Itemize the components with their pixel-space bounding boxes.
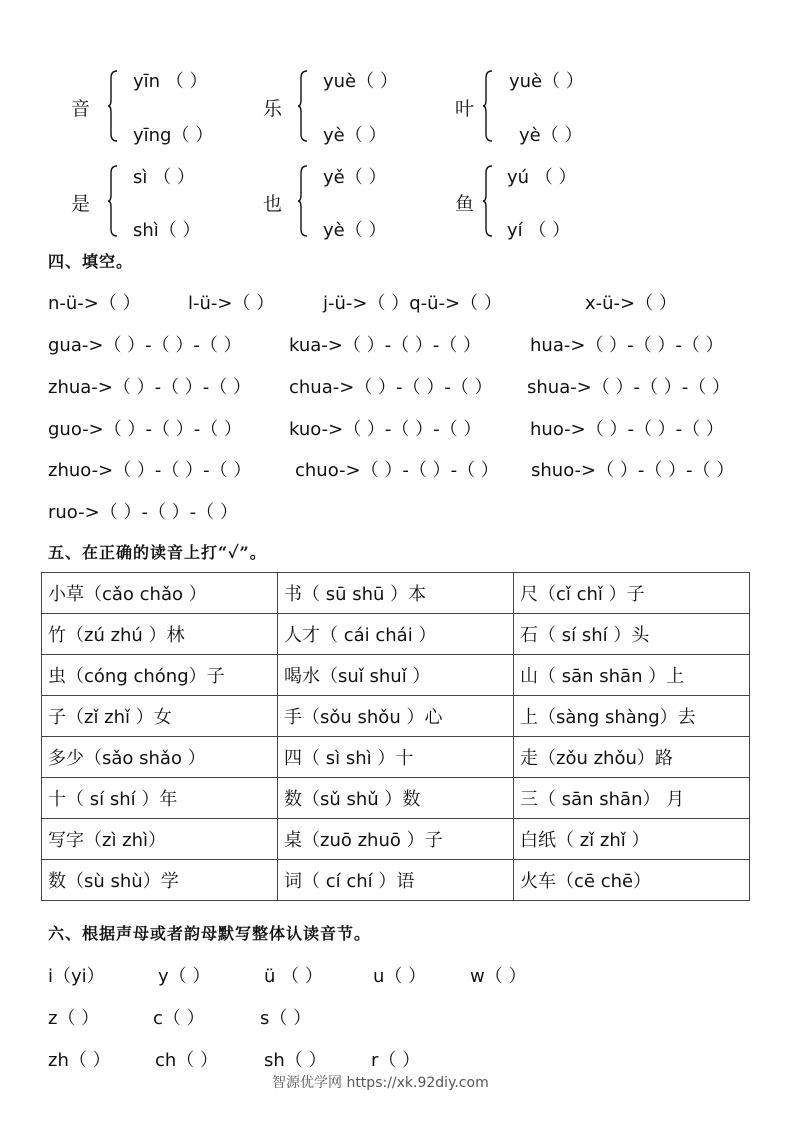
table-cell: 书（ sū shū ）本 (278, 573, 514, 614)
syllable-item: ch（ ） (155, 1050, 219, 1071)
syllable-item: y（ ） (158, 966, 211, 987)
syllable-item: u（ ） (373, 966, 427, 987)
pinyin-option-top: yuè（ ） (323, 71, 398, 92)
syllable-item: sh（ ） (264, 1050, 327, 1071)
fill-item: huo->（ ）-（ ）-（ ） (530, 419, 724, 440)
brace-icon (483, 70, 493, 142)
table-cell: 尺（cǐ chǐ ）子 (514, 573, 750, 614)
table-row (42, 819, 750, 860)
brace-icon (483, 165, 493, 237)
fill-item: shua->（ ）-（ ）-（ ） (527, 377, 730, 398)
table-cell: 走（zǒu zhǒu）路 (514, 737, 750, 778)
section-6-heading: 六、根据声母或者韵母默写整体认读音节。 (48, 924, 372, 943)
footer-watermark: 智源优学网 https://xk.92diy.com (272, 1075, 489, 1091)
pinyin-option-top: yuè（ ） (509, 71, 584, 92)
pinyin-option-bottom: yè（ ） (323, 125, 387, 146)
table-cell: 喝水（suǐ shuǐ ） (278, 655, 514, 696)
fill-item: kuo->（ ）-（ ）-（ ） (289, 419, 482, 440)
pinyin-option-top: sì （ ） (133, 167, 195, 188)
brace-icon (298, 165, 308, 237)
syllable-item: i（yi） (48, 966, 105, 987)
fill-item: ruo->（ ）-（ ）-（ ） (48, 502, 238, 523)
table-cell: 山（ sān shān ）上 (514, 655, 750, 696)
group-char: 也 (263, 193, 283, 215)
table-row (42, 737, 750, 778)
group-char: 叶 (455, 98, 475, 120)
syllable-item: w（ ） (470, 966, 527, 987)
table-row (42, 655, 750, 696)
table-cell: 数（sù shù）学 (42, 860, 278, 901)
group-char: 音 (71, 98, 91, 120)
table-row (42, 860, 750, 901)
table-cell: 词（ cí chí ）语 (278, 860, 514, 901)
table-cell: 火车（cē chē） (514, 860, 750, 901)
table-row (42, 696, 750, 737)
syllable-item: s（ ） (260, 1008, 312, 1029)
brace-icon (108, 70, 118, 142)
table-cell: 虫（cóng chóng）子 (42, 655, 278, 696)
fill-item: x-ü->（ ） (585, 293, 677, 314)
table-row (42, 573, 750, 614)
section-5-heading: 五、在正确的读音上打“✓”。 (48, 543, 267, 562)
pinyin-option-bottom: yè（ ） (519, 125, 583, 146)
pinyin-option-bottom: shì（ ） (133, 220, 201, 241)
table-cell: 手（sǒu shǒu ）心 (278, 696, 514, 737)
pinyin-option-top: yú （ ） (507, 167, 577, 188)
table-cell: 桌（zuō zhuō ）子 (278, 819, 514, 860)
table-row (42, 778, 750, 819)
fill-item: gua->（ ）-（ ）-（ ） (48, 335, 242, 356)
fill-item: chua->（ ）-（ ）-（ ） (289, 377, 493, 398)
fill-item: l-ü->（ ） (188, 293, 275, 314)
pinyin-option-bottom: yè（ ） (323, 220, 387, 241)
syllable-item: z（ ） (48, 1008, 100, 1029)
fill-item: zhua->（ ）-（ ）-（ ） (48, 377, 252, 398)
fill-item: hua->（ ）-（ ）-（ ） (530, 335, 724, 356)
group-char: 是 (71, 193, 91, 215)
table-cell: 石（ sí shí ）头 (514, 614, 750, 655)
fill-item: shuo->（ ）-（ ）-（ ） (531, 460, 735, 481)
table-cell: 三（ sān shān） 月 (514, 778, 750, 819)
pinyin-option-bottom: yí （ ） (507, 220, 571, 241)
pinyin-option-top: yě（ ） (323, 167, 387, 188)
pronunciation-table (41, 572, 750, 901)
syllable-item: zh（ ） (48, 1050, 111, 1071)
table-cell: 小草（cǎo chǎo ） (42, 573, 278, 614)
table-row (42, 614, 750, 655)
table-cell: 竹（zú zhú ）林 (42, 614, 278, 655)
table-cell: 写字（zì zhì） (42, 819, 278, 860)
syllable-item: c（ ） (153, 1008, 205, 1029)
group-char: 乐 (263, 98, 283, 120)
table-cell: 白纸（ zǐ zhǐ ） (514, 819, 750, 860)
fill-item: j-ü->（ ）q-ü->（ ） (323, 293, 502, 314)
fill-item: guo->（ ）-（ ）-（ ） (48, 419, 242, 440)
syllable-item: r（ ） (371, 1050, 421, 1071)
table-cell: 十（ sí shí ）年 (42, 778, 278, 819)
pinyin-option-bottom: yīng（ ） (133, 125, 214, 146)
table-cell: 上（sàng shàng）去 (514, 696, 750, 737)
fill-item: n-ü->（ ） (48, 293, 141, 314)
fill-item: zhuo->（ ）-（ ）-（ ） (48, 460, 252, 481)
group-char: 鱼 (455, 193, 475, 215)
pinyin-option-top: yīn （ ） (133, 71, 208, 92)
brace-icon (108, 165, 118, 237)
table-cell: 多少（sǎo shǎo ） (42, 737, 278, 778)
fill-item: kua->（ ）-（ ）-（ ） (289, 335, 482, 356)
fill-item: chuo->（ ）-（ ）-（ ） (295, 460, 499, 481)
section-4-heading: 四、填空。 (48, 252, 134, 271)
table-cell: 四（ sì shì ）十 (278, 737, 514, 778)
syllable-item: ü （ ） (264, 966, 323, 987)
table-cell: 数（sǔ shǔ ）数 (278, 778, 514, 819)
table-cell: 人才（ cái chái ） (278, 614, 514, 655)
table-cell: 子（zǐ zhǐ ）女 (42, 696, 278, 737)
brace-icon (298, 70, 308, 142)
